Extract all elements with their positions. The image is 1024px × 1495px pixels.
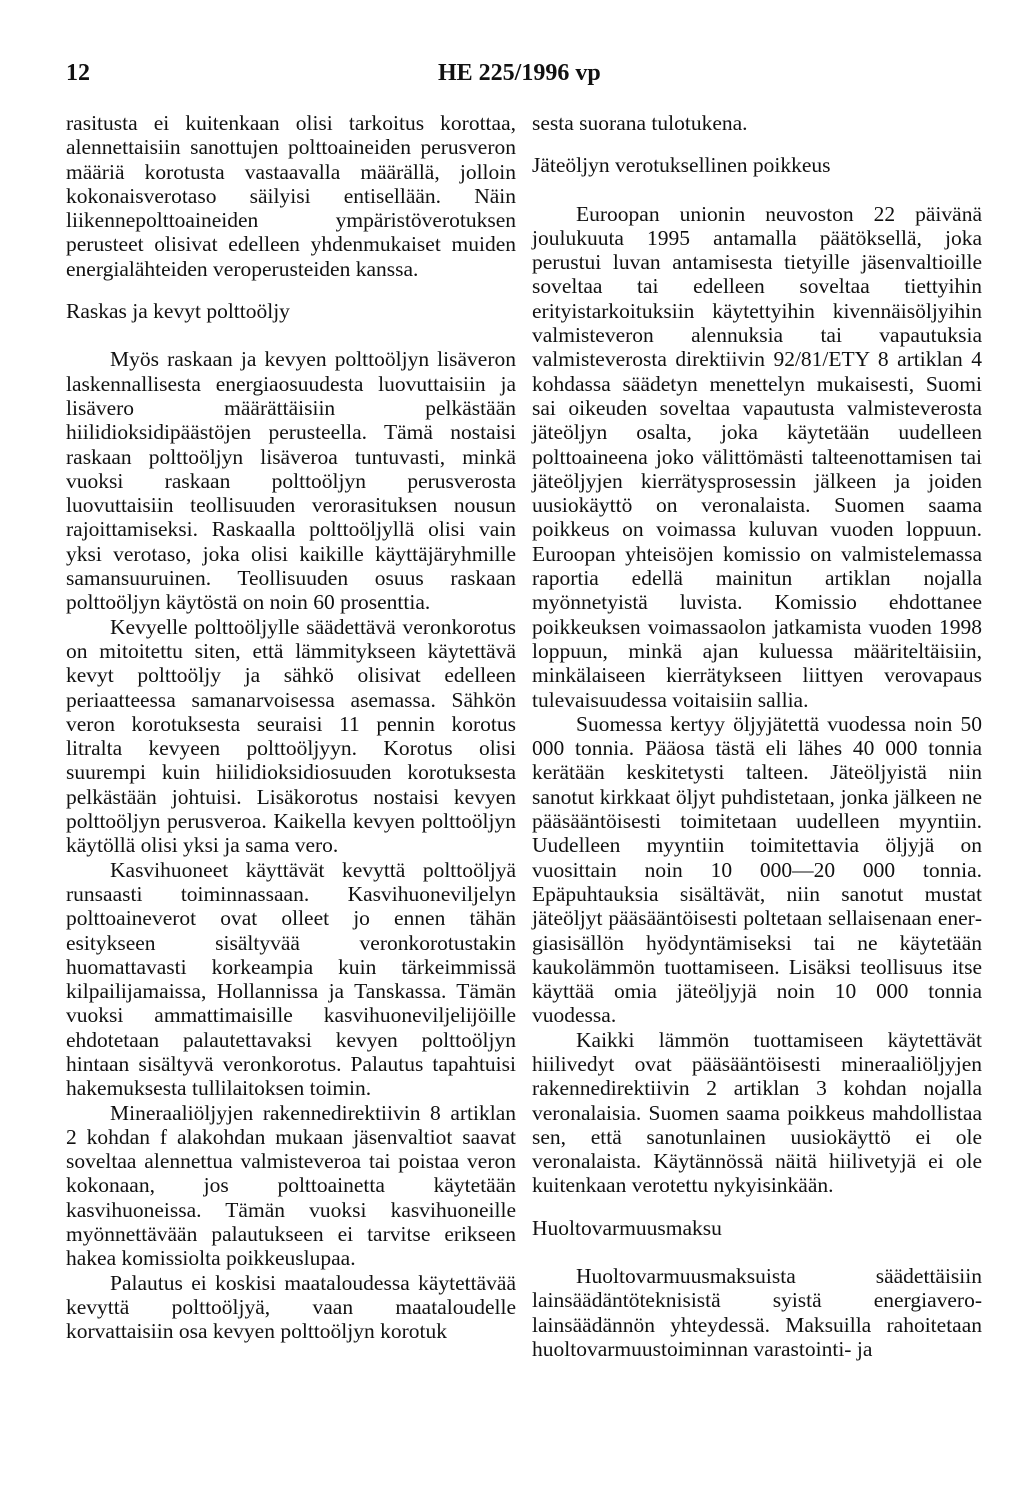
paragraph: Kevyelle polttoöljylle säädettävä veronkorotus on mitoitettu siten, että lämmitykseen käytettävä kevyt polttoöljy ja sähkö olisivat edelleen periaatteessa samanarvoisessa asemassa. Sähkön veron korotuksesta seuraisi 11 pennin korotus litralta kevyeen polttoöljyyn. Korotus olisi suurempi kuin hiilidioksidiosuuden korotuksesta pelkästään johtuisi. Lisäkorotus nostaisi kevyen polttoöljyn perusveroa. Kaikella kevyen polttoöljyn käytöllä olisi yksi ja sama vero. bbox=[66, 614, 516, 858]
paragraph: Palautus ei koskisi maataloudessa käytettävää kevyttä polttoöljyä, vaan maataloudelle korvattaisiin osa kevyen polttoöljyn korotuk bbox=[66, 1270, 516, 1344]
paragraph: Myös raskaan ja kevyen polttoöljyn lisäveron laskennallisesta energiaosuudesta luovuttaisiin ja lisävero määrättäisiin pelkästään hiilidioksidipäästöjen perusteella. Tämä nostaisi raskaan polttoöljyn lisäveroa tuntuvasti, minkä vuoksi raskaan polttoöljyn perusverosta luovuttaisiin teollisuuden verorasituksen nousun rajoittamiseksi. Raskaalla polttoöljyllä olisi vain yksi verotaso, joka olisi kaikille käyttäjäryhmille samansuuruinen. Teollisuuden osuus raskaan polttoöljyn käytöstä on noin 60 prosenttia. bbox=[66, 347, 516, 615]
paragraph: Kaikki lämmön tuottamiseen käytettävät hiilivedyt ovat pääsääntöisesti mineraaliöljyjen rakennedirektiivin 2 artiklan 3 kohdan nojalla veronalaisia. Suomen saama poikkeus mahdollistaa sen, että sanotunlainen uusiokäyttö ei ole veronalaista. Käytännössä näitä hiilivetyjä ei ole kuitenkaan verotettu nykyisinkään. bbox=[532, 1027, 982, 1198]
section-heading: Raskas ja kevyt polttoöljy bbox=[66, 299, 290, 324]
document-id: HE 225/1996 vp bbox=[438, 60, 601, 86]
paragraph: Euroopan unionin neuvoston 22 päivänä joulukuuta 1995 antamalla päätöksellä, joka perustui luvan antamisesta tietyille jäsenvaltioille soveltaa tai edelleen soveltaa tiettyihin erityistarkoituksiin käytettyihin kivennäisöljyihin valmisteveron alennuksia tai vapautuksia valmisteverosta direktiivin 92/81/ETY 8 artiklan 4 kohdassa säädetyn menettelyn mukaisesti, Suomi sai oikeuden soveltaa vapautusta valmisteverosta jäteöljyn osalta, joka käytetään uudelleen polttoaineena joko välittömästi talteenottamisen tai jäteöljyjen kierrätysprosessin jälkeen ja joiden uusiokäyttö on veronalaista. Suomen saama poikkeus on voimassa kuluvan vuoden loppuun. Euroopan yhteisöjen komissio on valmistelemassa raportia edellä mainitun artiklan nojalla myönnetyistä luvista. Komissio ehdottanee poikkeuksen voimassaolon jatkamista vuoden 1998 loppuun, minkä ajan kuluessa määriteltäisiin, minkälaiseen kierrätykseen liittyen verovapaus tulevaisuudessa voitaisiin sallia. bbox=[532, 201, 982, 712]
right-column bbox=[532, 111, 982, 1361]
left-column bbox=[66, 111, 516, 1344]
section-heading: Huoltovarmuusmaksu bbox=[532, 1215, 722, 1240]
page-number: 12 bbox=[66, 60, 90, 86]
paragraph: Suomessa kertyy öljyjätettä vuodessa noin 50 000 tonnia. Pääosa tästä eli lähes 40 000 tonnia kerätään keskitetysti talteen. Jäteöljyistä niin sanotut kirkkaat öljyt puhdistetaan, jonka jälkeen ne pääsääntöisesti toimitetaan uudelleen myyntiin. Uudelleen myyntiin toimitettavia öljyjä on vuosittain noin 10 000—20 000 tonnia. Epäpuhtauksia sisältävät, niin sanotut mustat jäteöljyt pääsääntöisesti poltetaan sellaisenaan energiasisällön hyödyntämiseksi tai ne käytetään kaukolämmön tuottamiseen. Lisäksi teollisuus itse käyttää omia jäteöljyjä noin 10 000 tonnia vuodessa. bbox=[532, 711, 982, 1028]
paragraph: Huoltovarmuusmaksuista säädettäisiin lainsäädäntöteknisistä syistä energiaverolainsäädännön yhteydessä. Maksuilla rahoitetaan huoltovarmuustoiminnan varastointi- ja bbox=[532, 1264, 982, 1361]
paragraph: rasitusta ei kuitenkaan olisi tarkoitus korottaa, alennettaisiin sanottujen polttoaineiden perusveron määriä korotusta vastaavalla määrällä, jolloin kokonaisverotaso säilyisi entisellään. Näin liikennepolttoaineiden ympäristöverotuksen perusteet olisivat edelleen yhdenmukaiset muiden energialähteiden veroperusteiden kanssa. bbox=[66, 111, 516, 281]
paragraph: sesta suorana tulotukena. bbox=[532, 111, 748, 135]
section-heading: Jäteöljyn verotuksellinen poikkeus bbox=[532, 153, 831, 178]
paragraph: Mineraaliöljyjen rakennedirektiivin 8 artiklan 2 kohdan f alakohdan mukaan jäsenvaltiot saavat soveltaa alennettua valmisteveroa tai poistaa veron kokonaan, jos polttoainetta käytetään kasvihuoneissa. Tämän vuoksi kasvihuoneille myönnettävään palautukseen ei tarvitse erikseen hakea komissiolta poikkeuslupaa. bbox=[66, 1100, 516, 1271]
paragraph: Kasvihuoneet käyttävät kevyttä polttoöljyä runsaasti toiminnassaan. Kasvihuoneviljelyn polttoaineverot ovat olleet jo ennen tähän esitykseen sisältyvää veronkorotustakin huomattavasti korkeampia kuin tärkeimmissä kilpailijamaissa, Hollannissa ja Tanskassa. Tämän vuoksi ammattimaisille kasvihuoneviljelijöille ehdotetaan palautettavaksi kevyen polttoöljyn hintaan sisältyvä veronkorotus. Palautus tapahtuisi hakemuksesta tullilaitoksen toimin. bbox=[66, 857, 516, 1101]
